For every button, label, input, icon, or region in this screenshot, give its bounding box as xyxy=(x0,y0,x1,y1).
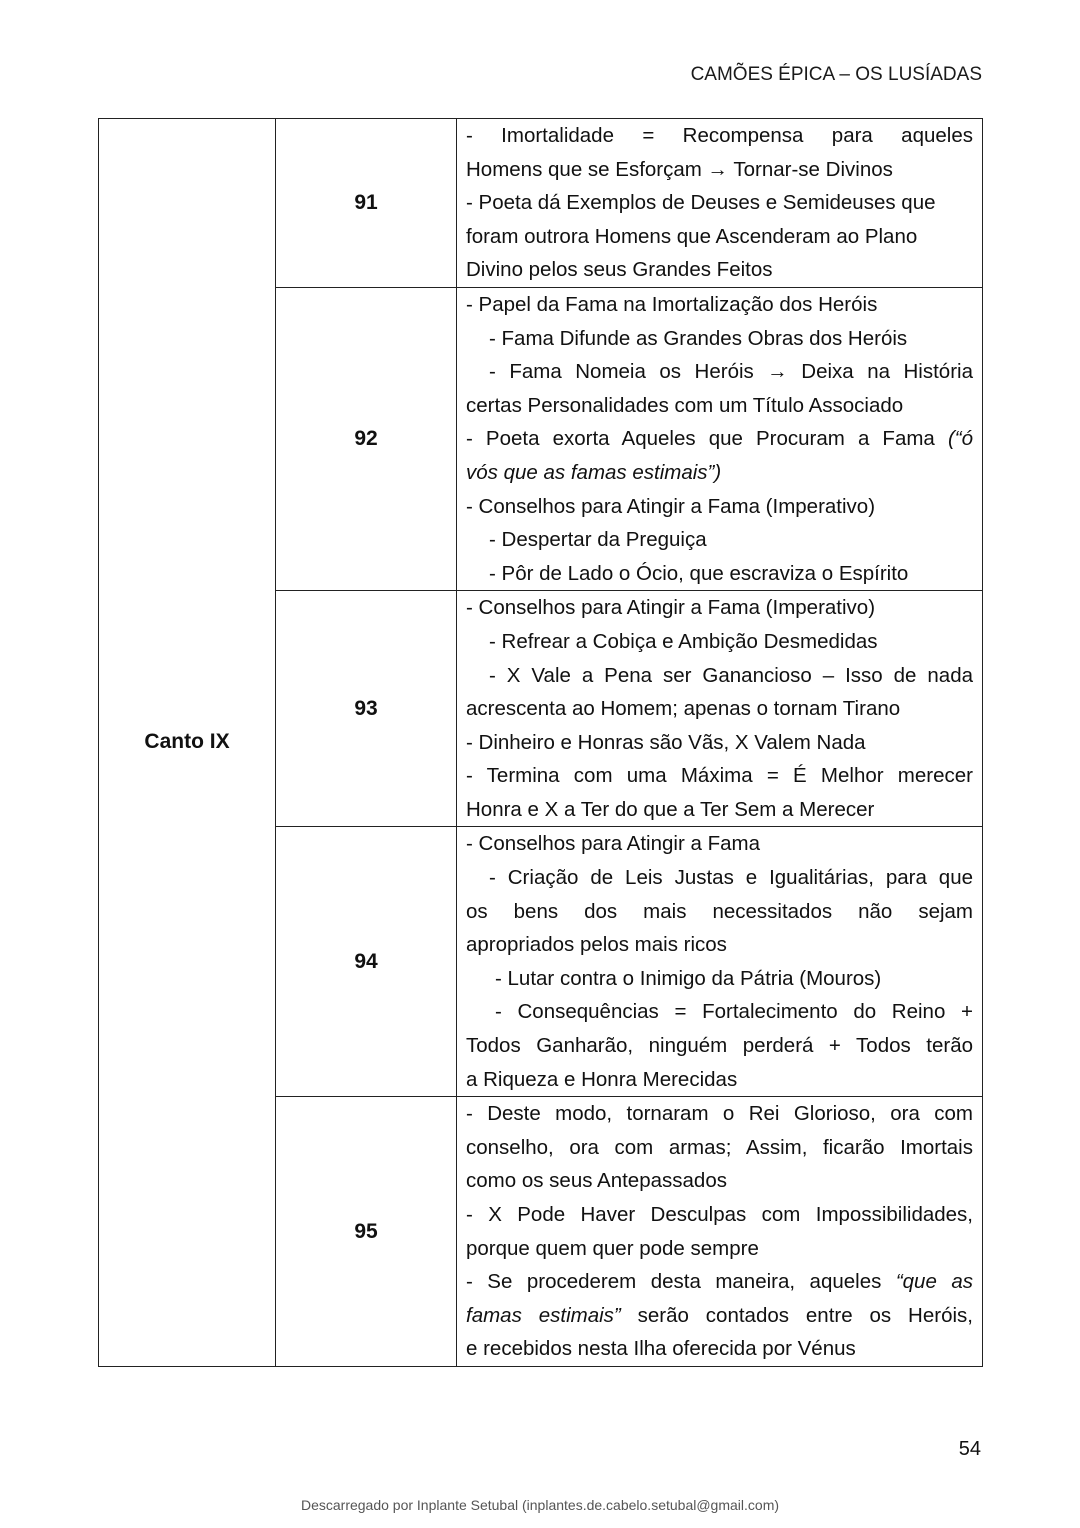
summary-line: - Fama Nomeia os Heróis → Deixa na História xyxy=(489,360,973,384)
summary-line: como os seus Antepassados xyxy=(466,1169,727,1193)
page-number: 54 xyxy=(958,1438,981,1460)
summary-line: - X Vale a Pena ser Ganancioso – Isso de nada xyxy=(489,663,973,687)
summary-line: - Conselhos para Atingir a Fama (Imperativo) xyxy=(466,494,876,518)
summary-line: - Papel da Fama na Imortalização dos Heróis xyxy=(466,292,878,316)
summary-line: conselho, ora com armas; Assim, ficarão Imortais xyxy=(466,1135,973,1159)
summary-text: serão contados entre os Heróis, xyxy=(620,1303,973,1327)
stanza-number: 91 xyxy=(276,119,457,288)
stanza-number: 95 xyxy=(276,1097,457,1367)
summary-line: - Poeta dá Exemplos de Deuses e Semideuses que xyxy=(466,191,936,215)
summary-line: - Despertar da Preguiça xyxy=(489,528,707,552)
summary-line: - Criação de Leis Justas e Igualitárias, para que xyxy=(489,866,973,890)
summary-line: porque quem quer pode sempre xyxy=(466,1236,759,1260)
stanza-summary-table xyxy=(98,118,983,1367)
summary-line: certas Personalidades com um Título Associado xyxy=(466,393,904,417)
stanza-summary xyxy=(457,827,983,1097)
summary-line: - Dinheiro e Honras são Vãs, X Valem Nada xyxy=(466,730,866,754)
stanza-number: 94 xyxy=(276,827,457,1097)
summary-line: - Refrear a Cobiça e Ambição Desmedidas xyxy=(489,629,878,653)
summary-line: Divino pelos seus Grandes Feitos xyxy=(466,258,773,282)
canto-label: Canto IX xyxy=(99,119,276,1367)
summary-line: Homens que se Esforçam → Tornar-se Divinos xyxy=(466,157,893,181)
stanza-summary xyxy=(457,1097,983,1367)
quote-text: famas estimais” xyxy=(466,1303,621,1327)
summary-line xyxy=(466,1265,973,1299)
summary-line xyxy=(466,1299,973,1333)
summary-line: - Termina com uma Máxima = É Melhor merecer xyxy=(466,764,973,788)
summary-line: - Conselhos para Atingir a Fama (Imperativo) xyxy=(466,596,876,620)
stanza-number: 93 xyxy=(276,591,457,827)
summary-line xyxy=(466,422,973,456)
stanza-number: 92 xyxy=(276,287,457,590)
quote-line: vós que as famas estimais”) xyxy=(466,460,722,484)
quote-text: (“ó xyxy=(947,427,973,451)
summary-line: - Pôr de Lado o Ócio, que escraviza o Espírito xyxy=(489,561,909,585)
summary-text: - Poeta exorta Aqueles que Procuram a Fama xyxy=(466,427,948,451)
summary-line: - Imortalidade = Recompensa para aqueles xyxy=(466,124,973,147)
stanza-summary xyxy=(457,287,983,590)
summary-line: - Lutar contra o Inimigo da Pátria (Mouros) xyxy=(495,966,882,990)
summary-line: Todos Ganharão, ninguém perderá + Todos terão xyxy=(466,1034,973,1058)
summary-line: - X Pode Haver Desculpas com Impossibilidades, xyxy=(466,1203,973,1226)
summary-line: e recebidos nesta Ilha oferecida por Vénus xyxy=(466,1337,856,1361)
summary-line: - Consequências = Fortalecimento do Reino + xyxy=(495,1000,973,1024)
summary-text: - Se procederem desta maneira, aqueles xyxy=(466,1270,896,1294)
stanza-summary xyxy=(457,119,983,288)
summary-line: - Deste modo, tornaram o Rei Glorioso, ora com xyxy=(466,1102,973,1126)
table-row xyxy=(99,119,983,288)
summary-line: apropriados pelos mais ricos xyxy=(466,933,727,957)
summary-line: Honra e X a Ter do que a Ter Sem a Merecer xyxy=(466,797,875,821)
stanza-summary xyxy=(457,591,983,827)
page-header-title: CAMÕES ÉPICA – OS LUSÍADAS xyxy=(690,64,982,85)
summary-line: foram outrora Homens que Ascenderam ao Plano xyxy=(466,224,918,248)
summary-line: - Conselhos para Atingir a Fama xyxy=(466,832,760,856)
summary-line: - Fama Difunde as Grandes Obras dos Heróis xyxy=(489,326,908,350)
download-footer: Descarregado por Inplante Setubal (inplantes.de.cabelo.setubal@gmail.com) xyxy=(300,1497,780,1513)
summary-line: a Riqueza e Honra Merecidas xyxy=(466,1067,738,1091)
summary-line: os bens dos mais necessitados não sejam xyxy=(466,899,973,923)
quote-text: “que as xyxy=(895,1270,973,1294)
summary-line: acrescenta ao Homem; apenas o tornam Tirano xyxy=(466,697,901,721)
